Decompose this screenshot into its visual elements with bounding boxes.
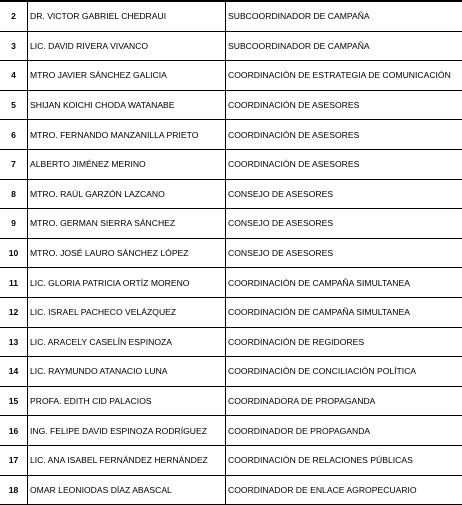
person-role: CONSEJO DE ASESORES	[226, 238, 462, 268]
row-number: 10	[0, 238, 28, 268]
person-role: COORDINACIÓN DE CONCILIACIÓN POLÍTICA	[226, 357, 462, 387]
table-row	[0, 297, 462, 327]
person-name: LIC. ISRAEL PACHECO VELÁZQUEZ	[28, 297, 226, 327]
person-role: SUBCOORDINADOR DE CAMPAÑA	[226, 1, 462, 31]
person-name: PROFA. EDITH CID PALACIOS	[28, 386, 226, 416]
person-name: MTRO. RAÚL GARZÓN LAZCANO	[28, 179, 226, 209]
person-role: COORDINACIÓN DE ASESORES	[226, 120, 462, 150]
person-name: LIC. ANA ISABEL FERNÁNDEZ HERNÁNDEZ	[28, 445, 226, 475]
staff-table-body	[0, 1, 462, 505]
row-number: 3	[0, 31, 28, 61]
row-number: 17	[0, 445, 28, 475]
person-name: LIC. GLORIA PATRICIA ORTÍZ MORENO	[28, 268, 226, 298]
row-number: 2	[0, 1, 28, 31]
person-role: CONSEJO DE ASESORES	[226, 179, 462, 209]
table-row	[0, 327, 462, 357]
table-row	[0, 445, 462, 475]
row-number: 12	[0, 297, 28, 327]
person-name: OMAR LEONIODAS DÍAZ ABASCAL	[28, 475, 226, 505]
table-row	[0, 209, 462, 239]
person-name: ING. FELIPE DAVID ESPINOZA RODRÍGUEZ	[28, 416, 226, 446]
person-role: COORDINACIÓN DE RELACIONES PÚBLICAS	[226, 445, 462, 475]
row-number: 15	[0, 386, 28, 416]
table-row	[0, 90, 462, 120]
row-number: 11	[0, 268, 28, 298]
person-role: COORDINACIÓN DE ESTRATEGIA DE COMUNICACIÓN	[226, 61, 462, 91]
person-name: MTRO. GERMAN SIERRA SÁNCHEZ	[28, 209, 226, 239]
row-number: 8	[0, 179, 28, 209]
person-role: COORDINACIÓN DE CAMPAÑA SIMULTANEA	[226, 268, 462, 298]
table-row	[0, 61, 462, 91]
person-name: SHIJAN KOICHI CHODA WATANABE	[28, 90, 226, 120]
row-number: 4	[0, 61, 28, 91]
table-row	[0, 357, 462, 387]
person-name: DR. VICTOR GABRIEL CHEDRAUI	[28, 1, 226, 31]
row-number: 14	[0, 357, 28, 387]
row-number: 7	[0, 149, 28, 179]
person-name: MTRO JAVIER SÁNCHEZ GALICIA	[28, 61, 226, 91]
table-row	[0, 179, 462, 209]
person-name: ALBERTO JIMÉNEZ MERINO	[28, 149, 226, 179]
person-role: SUBCOORDINADOR DE CAMPAÑA	[226, 31, 462, 61]
person-name: LIC. RAYMUNDO ATANACIO LUNA	[28, 357, 226, 387]
table-row	[0, 475, 462, 505]
table-row	[0, 416, 462, 446]
person-role: CONSEJO DE ASESORES	[226, 209, 462, 239]
person-role: COORDINACIÓN DE REGIDORES	[226, 327, 462, 357]
row-number: 18	[0, 475, 28, 505]
person-role: COORDINACIÓN DE CAMPAÑA SIMULTANEA	[226, 297, 462, 327]
row-number: 13	[0, 327, 28, 357]
table-row	[0, 268, 462, 298]
table-row	[0, 238, 462, 268]
person-role: COORDINADORA DE PROPAGANDA	[226, 386, 462, 416]
table-row	[0, 1, 462, 31]
table-row	[0, 31, 462, 61]
table-row	[0, 386, 462, 416]
person-name: MTRO. JOSÉ LAURO SÁNCHEZ LÓPEZ	[28, 238, 226, 268]
table-row	[0, 120, 462, 150]
person-name: LIC. DAVID RIVERA VIVANCO	[28, 31, 226, 61]
table-row	[0, 149, 462, 179]
person-name: MTRO. FERNANDO MANZANILLA PRIETO	[28, 120, 226, 150]
person-role: COORDINADOR DE ENLACE AGROPECUARIO	[226, 475, 462, 505]
person-role: COORDINACIÓN DE ASESORES	[226, 90, 462, 120]
row-number: 16	[0, 416, 28, 446]
person-role: COORDINACIÓN DE ASESORES	[226, 149, 462, 179]
row-number: 5	[0, 90, 28, 120]
person-name: LIC. ARACELY CASELÍN ESPINOZA	[28, 327, 226, 357]
row-number: 9	[0, 209, 28, 239]
person-role: COORDINADOR DE PROPAGANDA	[226, 416, 462, 446]
row-number: 6	[0, 120, 28, 150]
